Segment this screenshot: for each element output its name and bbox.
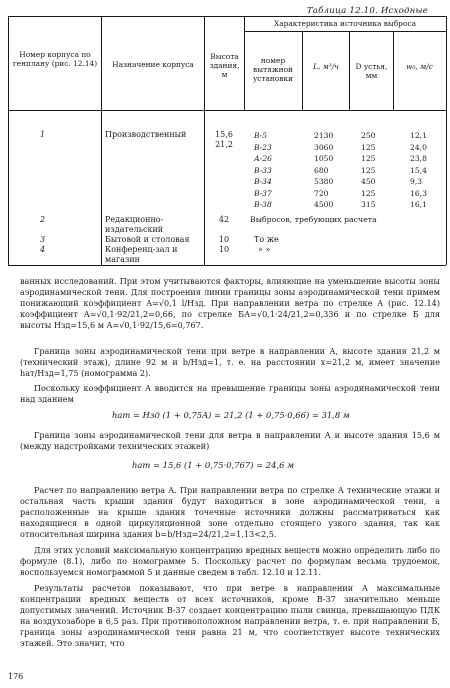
source-2-diam: 125: [361, 142, 376, 152]
source-6-velocity: 16,3: [410, 188, 427, 198]
row-2-num: 2: [40, 215, 46, 224]
page-number: 176: [8, 672, 24, 681]
source-7-velocity: 16,1: [410, 200, 427, 209]
row-2-purpose: Редакционно-издательский: [105, 215, 164, 234]
source-4-diam: 125: [361, 165, 376, 175]
source-6-flow: 720: [314, 188, 329, 198]
row-4-height: 10: [218, 245, 230, 254]
row-4-note: » »: [258, 245, 271, 254]
source-6-diam: 125: [361, 188, 376, 198]
header-source-group: Характеристика источника выброса: [273, 19, 416, 28]
source-3-velocity: 23,8: [410, 154, 427, 163]
header-building-no: Номер корпуса по генплану (рис. 12.14): [12, 50, 98, 68]
row-1-num: 1: [40, 130, 46, 139]
source-3-flow: 1050: [314, 154, 334, 163]
source-1-flow: 2130: [314, 131, 334, 140]
paragraph-3: Поскольку коэффициент A вводится на превышение границы зоны аэродинамической тени над зданием: [20, 383, 440, 404]
formula-2: hат = 15,6 (1 + 0,75·0,767) = 24,6 м: [132, 460, 295, 470]
source-5-velocity: 9,3: [410, 177, 423, 186]
source-5-diam: 450: [361, 177, 376, 186]
row-3-note: То же: [254, 235, 279, 244]
formula-1: hат = Hзд (1 + 0,75A) = 21,2 (1 + 0,75·0,66) = 31,8 м: [112, 410, 350, 420]
source-6-id: В-37: [254, 188, 272, 198]
table-caption: Таблица 12.10. Исходные: [306, 6, 428, 16]
row-4-num: 4: [40, 245, 46, 254]
source-2-id: В-23: [254, 142, 272, 152]
row-2-note: Выбросов, требующих расчета: [250, 215, 377, 224]
source-3-diam: 125: [361, 154, 376, 163]
source-5-id: В-34: [254, 177, 272, 186]
source-data-table: [8, 16, 446, 265]
header-height: Высота здания, м: [209, 52, 240, 79]
source-3-id: А-26: [254, 154, 272, 163]
source-1-velocity: 12,1: [410, 131, 427, 140]
row-2-height: 42: [218, 215, 230, 224]
row-4-purpose: Конференц-зал и магазин: [105, 245, 178, 264]
row-3-purpose: Бытовой и столовая: [105, 235, 190, 244]
source-4-velocity: 15,4: [410, 165, 427, 175]
source-7-flow: 4500: [314, 200, 334, 209]
paragraph-7: Результаты расчетов показывают, что при ветре в направлении A максимальные концентрации вредных веществ от всех источников, кроме В-37 значительно меньше допустимых значений. Источник В-37 создает концентрацию пыли свинца, превышающую ПДК на воздухозаборе в 6,5 раз. При противоположном направлении ветра, т. е. при направлении Б, граница зоны аэродинамической тени равна 21 м, что соответствует высоте технических этажей. Это значит, что: [20, 583, 440, 648]
header-purpose: Назначение корпуса: [112, 60, 194, 69]
paragraph-6: Для этих условий максимальную концентрацию вредных веществ можно определить либо по формуле (8.1), либо по номограмме 5. Поскольку расчет по формулам весьма трудоемок, воспользуемся номограммой 5 и данные сведем в табл. 12.10 и 12.11.: [20, 545, 440, 577]
paragraph-4: Граница зоны аэродинамической тени для ветра в направлении A и высоте здания 15,6 м (между надстройками технических этажей): [20, 430, 440, 451]
row-1-purpose: Производственный: [105, 130, 187, 139]
row-3-height: 10: [218, 235, 230, 244]
header-flow: L, м³/ч: [313, 62, 339, 71]
source-5-flow: 5380: [314, 177, 334, 186]
source-2-flow: 3060: [314, 142, 334, 152]
paragraph-1: ванных исследований. При этом учитываются факторы, влияющие на уменьшение высоты зоны аэродинамической тени. Для построения линии границы зоны аэродинамической тени примем понижающий коэффициент A=√0,1 l/Hзд. При направлении ветра по стрелке A (рис. 12.14) коэффициент A=√0,1·92/21,2=0,66, по стрелке БА=√0,1·24/21,2=0,336 и по стрелке Б для высоты Hзд=15,6 м A=√0,1·92/15,6=0,767.: [20, 276, 440, 330]
source-2-velocity: 24,0: [410, 142, 427, 152]
source-4-id: В-33: [254, 165, 272, 175]
header-velocity: w₀, м/с: [406, 62, 433, 71]
header-source-no: номер вытяжной установки: [252, 56, 294, 83]
source-7-id: В-38: [254, 200, 272, 209]
source-1-diam: 250: [361, 131, 376, 140]
source-7-diam: 315: [361, 200, 376, 209]
row-1-height: 15,6 21,2: [215, 130, 233, 149]
source-4-flow: 680: [314, 165, 329, 175]
paragraph-2: Граница зоны аэродинамической тени при ветре в направлении A, высоте здания 21,2 м (технический этаж), длине 92 м и b/Hзд=1, т. е. на расстоянии x=21,2 м, имеет значение hат/Hзд=1,75 (номограмма 2).: [20, 346, 440, 378]
paragraph-5: Расчет по направлению ветра A. При направлении ветра по стрелке A технические этажи и остальная часть крыши здания будут находиться в зоне аэродинамической тени, а расположенные на крыше здания точечные источники должны рассматриваться как находящиеся в одной циркуляционной зоне отдельно стоящего узкого здания, так как относительная ширина здания b=b/Hзд=24/21,2=1,13<2,5.: [20, 485, 440, 539]
header-diam: D устья, мм: [355, 62, 388, 80]
row-3-num: 3: [40, 235, 46, 244]
source-1-id: В-5: [254, 131, 267, 140]
